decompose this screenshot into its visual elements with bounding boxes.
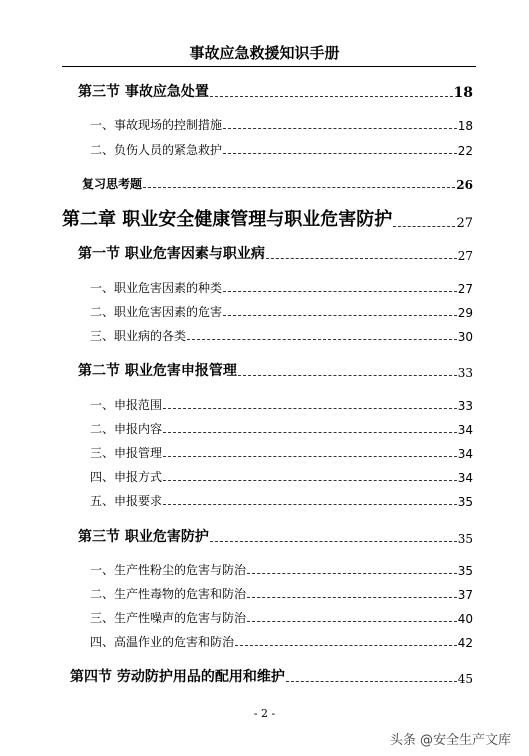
toc-entry-label: 复习思考题 <box>82 177 143 191</box>
toc-entry-item[interactable] <box>90 303 473 320</box>
toc-entry-label: 第三节 事故应急处置 <box>78 84 209 100</box>
toc-entry-review[interactable] <box>82 175 473 192</box>
toc-entry-section[interactable] <box>78 526 473 546</box>
toc-entry-section[interactable] <box>70 666 473 686</box>
toc-leader <box>210 541 457 542</box>
toc-leader <box>247 597 457 598</box>
toc-page-number: 18 <box>457 119 473 133</box>
toc-entry-item[interactable] <box>90 609 473 626</box>
toc-entry-label: 二、职业危害因素的危害 <box>90 305 223 319</box>
toc-leader <box>163 408 457 409</box>
toc-entry-section[interactable] <box>78 243 473 263</box>
toc-entry-section[interactable] <box>78 81 473 101</box>
toc-page-number: 30 <box>457 330 473 344</box>
toc-entry-label: 三、生产性噪声的危害与防治 <box>90 611 247 625</box>
toc-entry-label: 第一节 职业危害因素与职业病 <box>78 246 265 262</box>
toc-page-number: 27 <box>457 282 473 296</box>
toc-page-number: 33 <box>457 366 473 380</box>
toc-page-number: 22 <box>457 144 473 158</box>
toc-entry-label: 一、事故现场的控制措施 <box>90 118 223 132</box>
toc-page-number: 34 <box>457 447 473 461</box>
toc-entry-label: 第四节 劳动防护用品的配用和维护 <box>70 669 285 685</box>
toc-entry-item[interactable] <box>90 444 473 461</box>
toc-entry-label: 二、生产性毒物的危害和防治 <box>90 587 247 601</box>
toc-page-number: 35 <box>457 495 473 509</box>
toc-entry-label: 五、申报要求 <box>90 494 163 508</box>
toc-entry-label: 二、负伤人员的紧急救护 <box>90 143 223 157</box>
toc-entry-item[interactable] <box>90 116 473 133</box>
toc-entry-item[interactable] <box>90 279 473 296</box>
toc-entry-label: 第二节 职业危害申报管理 <box>78 363 237 379</box>
toc-page-number: 45 <box>457 672 473 686</box>
toc-entry-label: 一、生产性粉尘的危害与防治 <box>90 563 247 577</box>
toc-entry-label: 第三节 职业危害防护 <box>78 529 209 545</box>
toc-entry-label: 第二章 职业安全健康管理与职业危害防护 <box>62 209 393 230</box>
toc-leader <box>393 226 455 227</box>
toc-page-number: 26 <box>456 178 473 192</box>
toc-page-number: 34 <box>457 471 473 485</box>
toc-leader <box>247 621 457 622</box>
page-number-footer: - 2 - <box>253 707 276 720</box>
toc-entry-label: 二、申报内容 <box>90 422 163 436</box>
toc-page-number: 40 <box>457 612 473 626</box>
toc-leader <box>235 645 457 646</box>
toc-entry-item[interactable] <box>90 141 473 158</box>
toc-leader <box>266 258 457 259</box>
toc-entry-item[interactable] <box>90 633 473 650</box>
toc-leader <box>286 681 457 682</box>
toc-leader <box>223 153 457 154</box>
toc-entry-item[interactable] <box>90 585 473 602</box>
toc-leader <box>163 480 457 481</box>
toc-page-number: 35 <box>457 564 473 578</box>
toc-entry-item[interactable] <box>90 468 473 485</box>
toc-page-number: 33 <box>457 399 473 413</box>
toc-entry-label: 一、申报范围 <box>90 398 163 412</box>
toc-page-number: 34 <box>457 423 473 437</box>
toc-leader <box>163 504 457 505</box>
toc-entry-section[interactable] <box>78 360 473 380</box>
toc-leader <box>163 432 457 433</box>
toc-entry-item[interactable] <box>90 327 473 344</box>
toc-page-number: 29 <box>457 306 473 320</box>
toc-entry-label: 一、职业危害因素的种类 <box>90 281 223 295</box>
toc-entry-label: 三、申报管理 <box>90 446 163 460</box>
toc-page-number: 37 <box>457 588 473 602</box>
toc-page-number: 27 <box>456 216 473 231</box>
toc-entry-chapter[interactable] <box>62 205 473 231</box>
toc-page-number: 42 <box>457 636 473 650</box>
toc-leader <box>187 339 457 340</box>
toc-leader <box>143 187 455 188</box>
toc-entry-item[interactable] <box>90 420 473 437</box>
watermark-text: 头条 @安全生产文库 <box>389 733 511 748</box>
toc-entry-label: 四、高温作业的危害和防治 <box>90 635 235 649</box>
toc-page-number: 18 <box>453 85 473 101</box>
toc-entry-item[interactable] <box>90 396 473 413</box>
toc-leader <box>210 96 453 97</box>
toc-page-number: 27 <box>457 249 473 263</box>
header-rule <box>62 66 476 67</box>
toc-entry-item[interactable] <box>90 561 473 578</box>
toc-leader <box>223 291 457 292</box>
toc-leader <box>163 456 457 457</box>
toc-leader <box>223 315 457 316</box>
page-header-title: 事故应急救援知识手册 <box>189 44 340 62</box>
toc-page-number: 35 <box>457 532 473 546</box>
toc-leader <box>238 375 457 376</box>
toc-entry-item[interactable] <box>90 492 473 509</box>
toc-entry-label: 三、职业病的各类 <box>90 329 187 343</box>
toc-leader <box>247 573 457 574</box>
toc-leader <box>223 128 457 129</box>
toc-entry-label: 四、申报方式 <box>90 470 163 484</box>
